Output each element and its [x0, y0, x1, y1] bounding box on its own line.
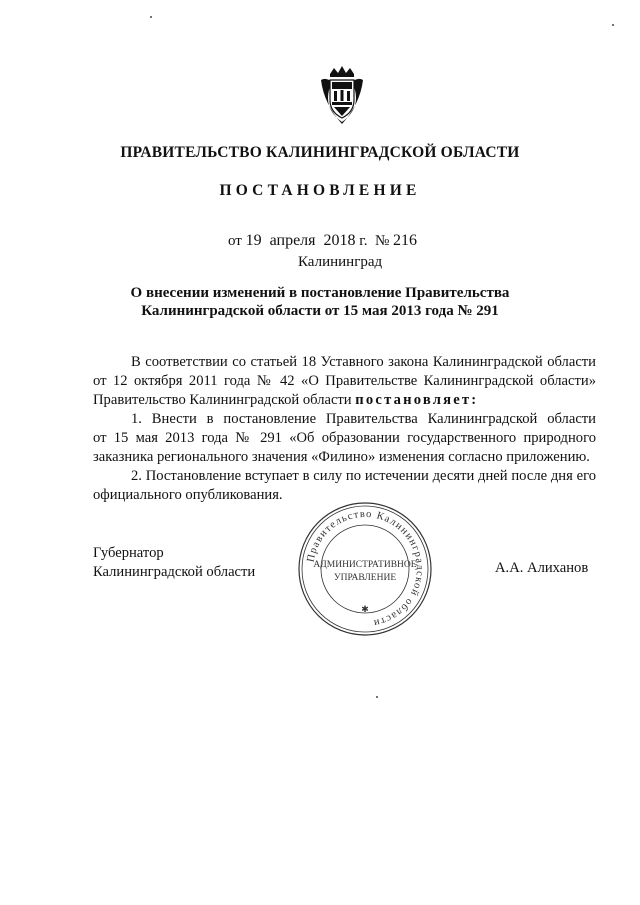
- date-prefix: от: [228, 233, 242, 249]
- year-suffix: г.: [359, 233, 368, 249]
- seal-star-icon: ✱: [361, 605, 369, 615]
- body-text: Правительство Калининградской области: [93, 392, 352, 408]
- scan-speck: [376, 696, 378, 698]
- seal-inner-line-2: УПРАВЛЕНИЕ: [333, 573, 397, 583]
- body-line: 2. Постановление вступает в силу по истечении десяти дней после дня его: [131, 468, 596, 484]
- subject-line-2: Калининградской области от 15 мая 2013 года № 291: [141, 303, 499, 319]
- decree-number: 216: [393, 232, 418, 249]
- date-line: [228, 232, 417, 250]
- body-line: заказника регионального значения «Филино» изменения согласно приложению.: [93, 449, 590, 465]
- operative-word: постановляет:: [355, 392, 479, 408]
- decree-date: 19 апреля 2018: [245, 232, 356, 249]
- signatory-title-line-1: Губернатор: [93, 545, 164, 561]
- body-line: от 15 мая 2013 года № 291 «Об образовании государственного природного: [93, 430, 596, 446]
- scan-speck: [612, 24, 614, 26]
- signatory-name: А.А. Алиханов: [495, 560, 589, 576]
- document-type-heading: ПОСТАНОВЛЕНИЕ: [219, 182, 421, 199]
- body-line: от 12 октября 2011 года № 42 «О Правительстве Калининградской области»: [93, 373, 596, 389]
- body-line: [93, 391, 596, 409]
- signatory-title-line-2: Калининградской области: [93, 564, 256, 580]
- seal-inner-line-1: АДМИНИСТРАТИВНОЕ: [313, 560, 417, 570]
- seal-ring-text: Правительство Калининградской области: [305, 508, 426, 629]
- body-line: официального опубликования.: [93, 487, 283, 503]
- scan-speck: [150, 16, 152, 18]
- official-seal: [296, 500, 434, 638]
- number-sign: №: [374, 233, 390, 249]
- city: Калининград: [298, 254, 383, 270]
- government-heading: ПРАВИТЕЛЬСТВО КАЛИНИНГРАДСКОЙ ОБЛАСТИ: [120, 144, 520, 161]
- body-line: 1. Внести в постановление Правительства Калининградской области: [131, 411, 596, 427]
- body-line: В соответствии со статьей 18 Уставного закона Калининградской области: [131, 354, 596, 370]
- coat-of-arms-icon: [318, 64, 366, 126]
- subject-line-1: О внесении изменений в постановление Правительства: [130, 285, 510, 301]
